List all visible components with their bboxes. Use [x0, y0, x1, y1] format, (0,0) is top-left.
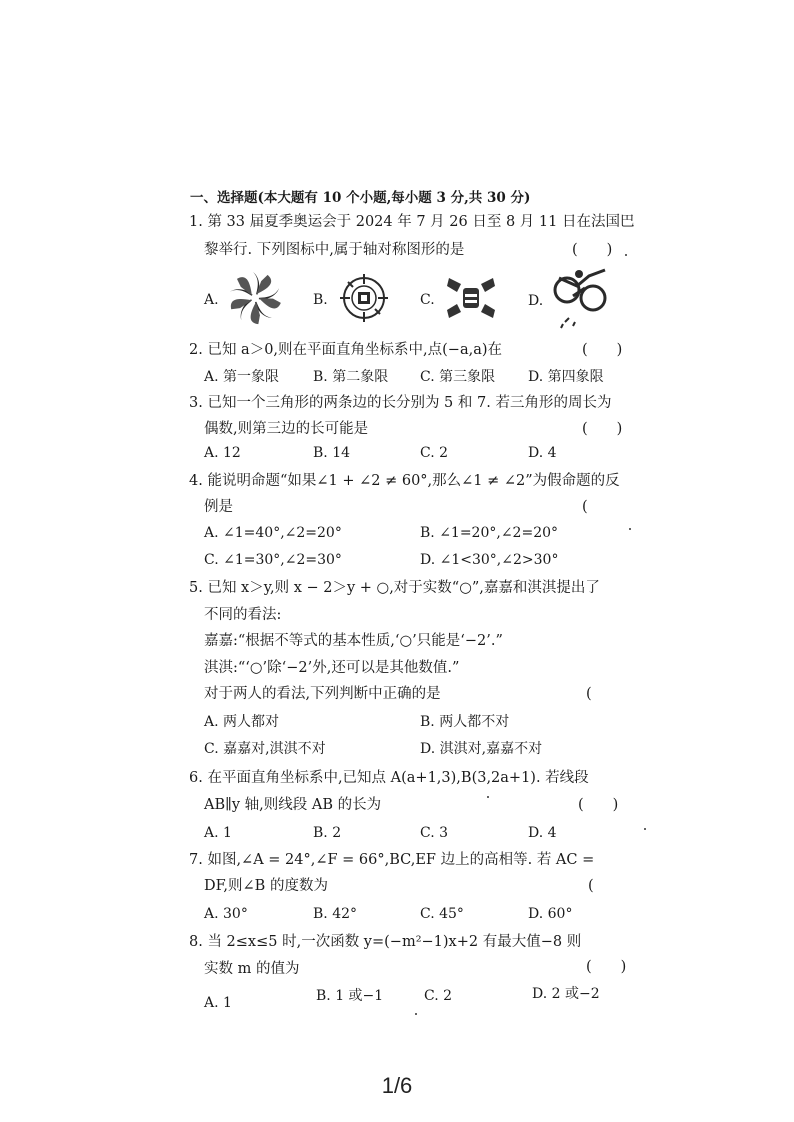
option-4a: A. ∠1=40°,∠2=20°	[204, 525, 342, 541]
target-icon	[334, 270, 394, 330]
question-5-line-1: 5. 已知 x＞y,则 x − 2＞y + ○,对于实数“○”,嘉嘉和淇淇提出了	[189, 580, 600, 596]
option-5c: C. 嘉嘉对,淇淇不对	[204, 741, 326, 757]
question-4-line-1: 4. 能说明命题“如果∠1 + ∠2 ≠ 60°,那么∠1 ≠ ∠2”为假命题的反	[189, 473, 620, 489]
option-3a: A. 12	[204, 445, 241, 461]
question-5-line-4: 淇淇:“‘○’除‘−2’外,还可以是其他数值.”	[204, 660, 460, 676]
option-1c	[420, 272, 501, 328]
option-1a	[204, 272, 285, 328]
option-3d: D. 4	[528, 445, 557, 461]
option-8c: C. 2	[424, 988, 453, 1004]
question-7-line-2: DF,则∠B 的度数为	[204, 878, 328, 894]
scan-speck	[625, 254, 627, 256]
answer-paren: (	[582, 499, 588, 515]
question-3-line-2: 偶数,则第三边的长可能是	[204, 421, 369, 437]
option-2d: D. 第四象限	[528, 369, 604, 385]
option-7b: B. 42°	[313, 906, 358, 922]
answer-paren: ( )	[578, 797, 619, 813]
option-3c: C. 2	[420, 445, 449, 461]
option-4c: C. ∠1=30°,∠2=30°	[204, 552, 342, 568]
pinwheel-icon	[225, 270, 285, 330]
question-1-line-2: 黎举行. 下列图标中,属于轴对称图形的是	[204, 242, 465, 258]
rowing-figure-icon	[441, 270, 501, 330]
answer-paren: ( )	[582, 342, 623, 358]
option-label: C.	[420, 292, 435, 308]
option-7a: A. 30°	[204, 906, 248, 922]
option-label: B.	[313, 292, 328, 308]
question-1-line-1: 1. 第 33 届夏季奥运会于 2024 年 7 月 26 日至 8 月 11 日在法国巴	[189, 214, 635, 230]
option-6c: C. 3	[420, 825, 449, 841]
question-7-line-1: 7. 如图,∠A = 24°,∠F = 66°,BC,EF 边上的高相等. 若 AC =	[189, 852, 595, 868]
scan-speck	[644, 828, 646, 830]
scan-speck	[487, 796, 489, 798]
question-8-line-1: 8. 当 2≤x≤5 时,一次函数 y=(−m²−1)x+2 有最大值−8 则	[189, 934, 582, 950]
option-5a: A. 两人都对	[204, 714, 280, 730]
option-5d: D. 淇淇对,嘉嘉不对	[420, 741, 543, 757]
answer-paren: ( )	[582, 421, 623, 437]
page-number: 1/6	[381, 1073, 413, 1098]
option-label: A.	[204, 292, 219, 308]
option-2a: A. 第一象限	[204, 369, 280, 385]
question-4-line-2: 例是	[204, 499, 233, 515]
scan-speck	[415, 1013, 417, 1015]
answer-paren: ( )	[572, 242, 613, 258]
option-7d: D. 60°	[528, 906, 573, 922]
option-8d: D. 2 或−2	[532, 986, 600, 1002]
cyclist-icon	[549, 266, 613, 336]
option-2b: B. 第二象限	[313, 369, 389, 385]
option-1d	[528, 268, 613, 334]
option-8b: B. 1 或−1	[316, 988, 384, 1004]
option-7c: C. 45°	[420, 906, 464, 922]
option-2c: C. 第三象限	[420, 369, 496, 385]
section-title: 一、选择题(本大题有 10 个小题,每小题 3 分,共 30 分)	[190, 190, 531, 206]
question-5-line-2: 不同的看法:	[204, 607, 282, 623]
answer-paren: (	[588, 878, 594, 894]
question-6-line-1: 6. 在平面直角坐标系中,已知点 A(a+1,3),B(3,2a+1). 若线段	[189, 770, 589, 786]
option-6a: A. 1	[204, 825, 232, 841]
answer-paren: (	[586, 686, 592, 702]
option-5b: B. 两人都不对	[420, 714, 510, 730]
question-3-line-1: 3. 已知一个三角形的两条边的长分别为 5 和 7. 若三角形的周长为	[189, 395, 612, 411]
option-4b: B. ∠1=20°,∠2=20°	[420, 525, 559, 541]
answer-paren: ( )	[586, 959, 627, 975]
option-3b: B. 14	[313, 445, 351, 461]
question-2-line-1: 2. 已知 a＞0,则在平面直角坐标系中,点(−a,a)在	[189, 342, 503, 358]
question-6-line-2: AB∥y 轴,则线段 AB 的长为	[204, 797, 382, 813]
scan-speck	[629, 528, 631, 530]
question-5-line-3: 嘉嘉:“根据不等式的基本性质,‘○’只能是‘−2’.”	[204, 633, 503, 649]
option-6b: B. 2	[313, 825, 342, 841]
question-8-line-2: 实数 m 的值为	[204, 961, 300, 977]
option-8a: A. 1	[204, 995, 232, 1011]
question-5-line-5: 对于两人的看法,下列判断中正确的是	[204, 686, 441, 702]
option-label: D.	[528, 293, 544, 309]
option-4d: D. ∠1<30°,∠2>30°	[420, 552, 559, 568]
option-6d: D. 4	[528, 825, 557, 841]
option-1b	[313, 272, 394, 328]
